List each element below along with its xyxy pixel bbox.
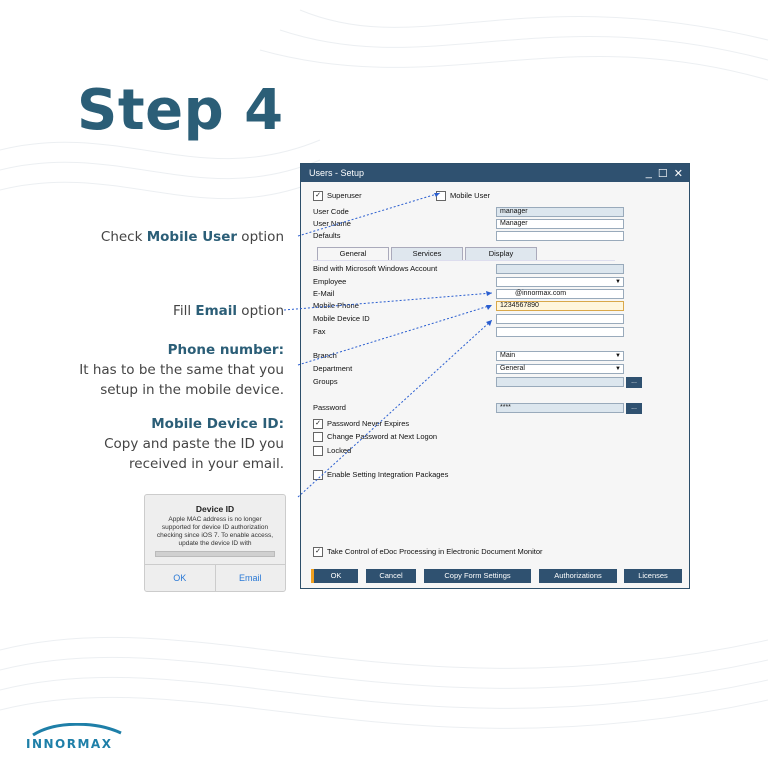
user-code-label: User Code [313,207,349,216]
password-browse-button[interactable]: ... [626,403,642,414]
note-mobile-user-suffix: option [237,229,284,245]
dialog-ok-button[interactable]: OK [173,573,187,583]
defaults-field[interactable] [496,231,624,241]
note-email-bold: Email [195,303,238,319]
dialog-title: Device ID [195,504,235,514]
note-device-heading: Mobile Device ID: [151,416,284,432]
brand-name: INNORMAX [26,737,113,751]
tab-bar [317,247,537,261]
logo-arc-icon [33,724,121,735]
dialog-input[interactable] [155,551,275,557]
device-id-dialog [144,494,286,592]
note-email-prefix: Fill [173,303,196,319]
mobile-user-checkbox[interactable] [436,190,490,201]
locked-label: Locked [327,446,352,455]
note-mobile-user-prefix: Check [100,229,147,245]
bind-windows-label: Bind with Microsoft Windows Account [313,264,438,273]
bind-windows-field[interactable] [496,264,624,274]
superuser-label: Superuser [327,191,362,200]
note-mobile-user-bold: Mobile User [146,229,238,245]
mobile-phone-label: Mobile Phone [313,301,359,310]
note-phone [79,340,284,400]
edoc-control-label: Take Control of eDoc Processing in Electronic Document Monitor [327,547,543,556]
note-device-line1: Copy and paste the ID you [104,436,284,452]
password-field[interactable]: **** [496,403,624,413]
maximize-icon[interactable]: ☐ [657,167,668,180]
user-code-field[interactable]: manager [496,207,624,217]
page-title: Step 4 [77,78,284,143]
mobile-phone-field[interactable]: 1234567890 [496,301,624,311]
tab-services[interactable]: Services [391,247,463,261]
employee-select[interactable] [496,277,624,287]
password-never-expires-checkbox[interactable]: ✓ Password Never Expires [313,418,409,429]
fax-field[interactable] [496,327,624,337]
department-label: Department [313,364,353,373]
defaults-label: Defaults [313,231,341,240]
authorizations-button[interactable]: Authorizations [539,569,617,583]
users-setup-window [300,163,690,589]
branch-select[interactable]: Main ▼ [496,351,624,361]
enable-integration-checkbox[interactable] [313,469,448,480]
department-select[interactable]: General ▼ [496,364,624,374]
user-name-label: User Name [313,219,351,228]
minimize-icon[interactable]: _ [645,166,652,179]
copy-form-settings-button[interactable]: Copy Form Settings [424,569,531,583]
mobile-user-label: Mobile User [450,191,491,200]
tab-display[interactable]: Display [465,247,537,261]
cancel-button[interactable]: Cancel [366,569,416,583]
window-title: Users - Setup [309,168,365,178]
tab-separator [313,260,615,261]
mobile-device-id-label: Mobile Device ID [313,314,370,323]
password-label: Password [313,403,346,412]
employee-label: Employee [313,277,347,286]
note-mobile-user [101,227,284,247]
branch-label: Branch [313,351,337,360]
locked-checkbox[interactable] [313,445,351,456]
groups-browse-button[interactable]: ... [626,377,642,388]
fax-label: Fax [313,327,326,336]
groups-label: Groups [313,377,338,386]
ok-button[interactable]: OK [311,569,358,583]
note-phone-line1: It has to be the same that you [79,362,284,378]
note-device [104,414,284,474]
enable-integration-label: Enable Setting Integration Packages [327,470,449,479]
mobile-device-id-field[interactable] [496,314,624,324]
window-titlebar [301,164,689,182]
note-phone-heading: Phone number: [167,342,284,358]
superuser-checkbox[interactable]: ✓ Superuser [313,190,362,201]
note-phone-line2: setup in the mobile device. [100,382,284,398]
close-icon[interactable]: ✕ [673,167,683,180]
note-email-suffix: option [237,303,284,319]
dialog-email-button[interactable]: Email [215,565,286,591]
change-password-label: Change Password at Next Logon [327,432,438,441]
change-password-checkbox[interactable] [313,431,437,442]
tab-general[interactable]: General [317,247,389,261]
edoc-control-checkbox[interactable]: ✓ Take Control of eDoc Processing in Electronic Document Monitor [313,546,543,557]
dialog-message: Apple MAC address is no longer supported for device ID authorization checking since iOS 7. To enable access, update the device ID with [156,516,274,547]
email-label: E-Mail [313,289,335,298]
password-never-expires-label: Password Never Expires [327,419,410,428]
licenses-button[interactable]: Licenses [624,569,682,583]
groups-field[interactable] [496,377,624,387]
note-email [173,301,284,321]
email-field[interactable]: @innormax.com [496,289,624,299]
user-name-field[interactable]: Manager [496,219,624,229]
note-device-line2: received in your email. [129,456,284,472]
